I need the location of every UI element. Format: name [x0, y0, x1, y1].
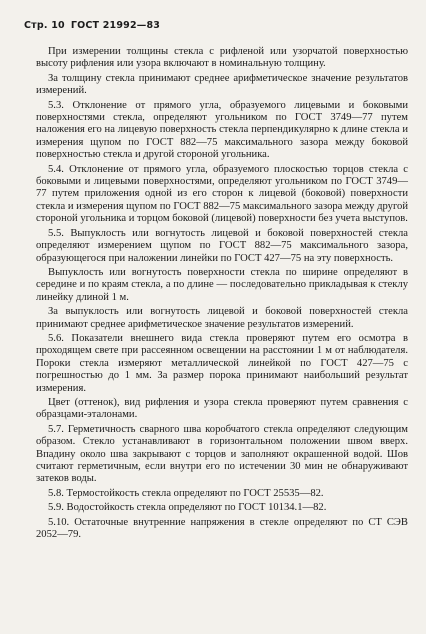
- paragraph-5-8: 5.8. Термостойкость стекла определяют по ГОСТ 25535—82.: [48, 487, 324, 499]
- standard-code: ГОСТ 21992—83: [70, 20, 161, 31]
- paragraph-5-3: 5.3. Отклонение от прямого угла, образуемого лицевыми и боковыми поверхностями стекла, определяют угольником по ГОСТ 3749—77 путем наложения его на лицевую поверхность стекла перпендикулярно к длине стекла и измерения щупом по ГОСТ 882—75 максимального зазора между боковой поверхностью стекла и другой стороной угольника.: [36, 99, 408, 161]
- paragraph-5-4: 5.4. Отклонение от прямого угла, образуемого плоскостью торцов стекла с боковыми и лицевыми поверхностями, определяют угольником по ГОСТ 3749—77 путем приложения одной из его сторон к лицевой (боковой) поверхности стекла и измерения щупом по ГОСТ 882—75 максимального зазора между другой стороной угольника и торцом боковой (лицевой) поверхности без учета выступов.: [36, 163, 408, 225]
- paragraph-5-7: 5.7. Герметичность сварного шва коробчатого стекла определяют следующим образом. Стекло устанавливают в горизонтальном положении швом вверх. Впадину около шва закрывают с торцов и заполняют окрашенной водой. Шов считают герметичным, если внутри его по истечении 30 мин не обнаруживают затеков воды.: [36, 423, 408, 485]
- paragraph-5-6: 5.6. Показатели внешнего вида стекла проверяют путем его осмотра в проходящем свете при рассеянном освещении на расстоянии 1 м от наблюдателя. Пороки стекла измеряют металлической линейкой по ГОСТ 427—75 с погрешностью до 1 мм. За размер порока принимают наибольший результат измерения.: [36, 332, 408, 394]
- page-header: [24, 20, 408, 34]
- paragraph-convexity-average: За выпуклость или вогнутость лицевой и боковой поверхностей стекла принимают среднее арифметическое значение результатов измерений.: [36, 306, 408, 330]
- page-number-label: Стр. 10: [24, 20, 65, 31]
- paragraph-thickness-average: За толщину стекла принимают среднее арифметическое значение результатов измерений.: [36, 72, 408, 97]
- paragraph-convexity-width: Выпуклость или вогнутость поверхности стекла по ширине определяют в середине и по краям стекла, а по длине — последовательно прикладывая к стеклу линейку длиной 1 м.: [36, 266, 408, 303]
- paragraph-5-10: 5.10. Остаточные внутренние напряжения в стекле определяют по СТ СЭВ 2052—79.: [36, 516, 408, 541]
- document-body: [36, 46, 408, 541]
- paragraph-5-5: 5.5. Выпуклость или вогнутость лицевой и боковой поверхностей стекла определяют измерением щупом по ГОСТ 882—75 максимального зазора, образующегося при наложении линейки по ГОСТ 427—75 на эту поверхность.: [36, 227, 408, 264]
- paragraph-thickness-relief: При измерении толщины стекла с рифленой или узорчатой поверхностью высоту рифления или узора включают в номинальную толщину.: [36, 46, 408, 70]
- paragraph-5-9: 5.9. Водостойкость стекла определяют по ГОСТ 10134.1—82.: [48, 502, 327, 514]
- paragraph-color-pattern: Цвет (оттенок), вид рифления и узора стекла проверяют путем сравнения с образцами-эталонами.: [36, 396, 408, 421]
